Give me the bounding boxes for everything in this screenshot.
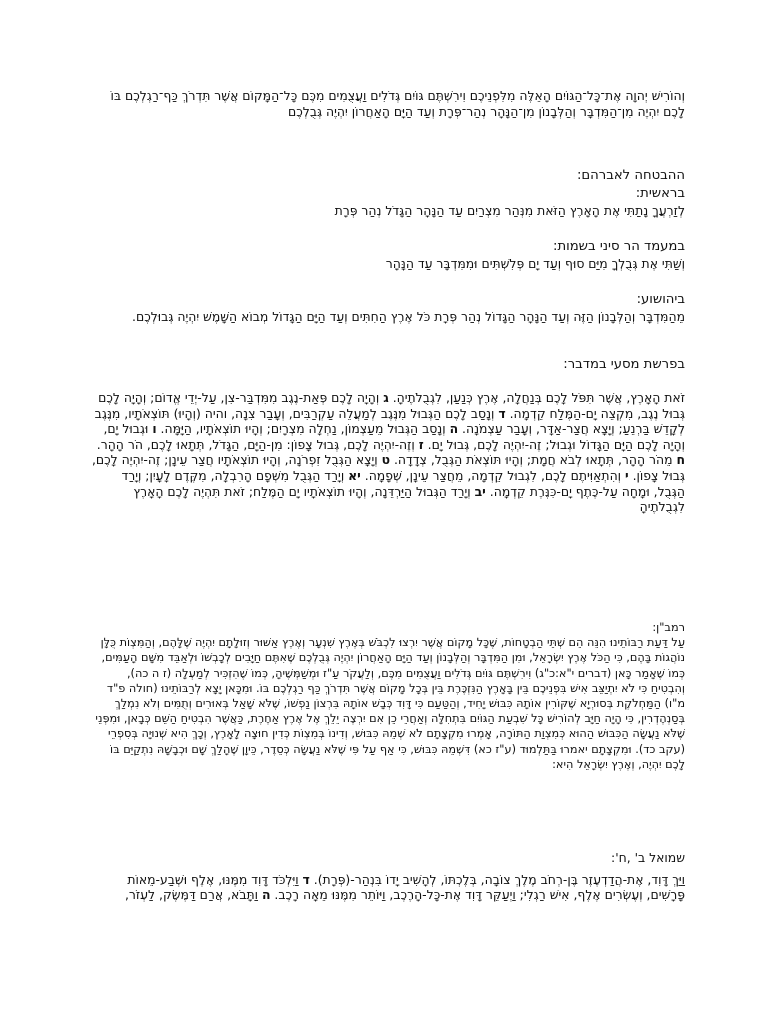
- sinai-text: וְשַׁתִּי אֶת גְּבֻלְךָ מִיַּם סוּף וְעַד יָם פְּלִשְׁתִּים וּמִמִּדְבָּר עַד הַנָּהָר: [385, 256, 685, 271]
- masei-seg-1: זֹאת הָאָרֶץ, אֲשֶׁר תִּפֹּל לָכֶם בְּנַחֲלָה, אֶרֶץ כְּנַעַן, לִגְבֻלֹתֶיהָ.: [388, 390, 685, 405]
- masei-text: [90, 390, 685, 515]
- bereshit-label: בראשית:: [635, 186, 685, 201]
- verse-number-11: יא: [348, 467, 361, 483]
- masei-seg-6: וְזֶה-יִהְיֶה לָכֶם, גְּבוּל צָפוֹן: מִן-הַיָּם, הַגָּדֹל, תְּתָאוּ לָכֶם, הֹר הָהָר.: [96, 436, 419, 452]
- verse-number-12: יב: [474, 483, 486, 499]
- masei-seg-8: וְיָצָא הַגְּבֻל זִפְרֹנָה, וְהָיוּ תוֹצְאֹתָיו חֲצַר עֵינָן; זֶה-יִהְיֶה לָכֶם, גְּבוּל צָפוֹן.: [91, 452, 685, 483]
- masei-seg-3: וְנָסַב לָכֶם הַגְּבוּל מִנֶּגֶב לְמַעֲלֵה עַקְרַבִּים, וְעָבַר צִנָה, והיה (וְהָיוּ) תּוֹצְאֹתָיו, מִנֶּגֶב לְקָדֵשׁ בַּרְנֵעַ; וְיָצָא חֲצַר-אַדָּר, וְעָבַר עַצְמֹנָה.: [94, 405, 685, 437]
- masei-seg-10: וְיָרַד הַגְּבֻל מִשְּׁפָם הָרִבְלָה, מִקֶּדֶם לָעָיִן; וְיָרַד הַגְּבֻל, וּמָחָה עַל-כֶּתֶף יָם-כִּנֶּרֶת קֵדְמָה.: [121, 467, 685, 499]
- shmuel-seg-3: וַתָּבֹא, אֲרַם דַּמֶּשֶׂק, לַעְזֹר,: [124, 887, 262, 903]
- sinai-heading: במעמד הר סיני בשמות:: [553, 239, 685, 254]
- ramban-section: [90, 620, 685, 772]
- masei-seg-5: וּגְבוּל יָם, וְהָיָה לָכֶם הַיָּם הַגָּדוֹל וּגְבוּל; זֶה-יִהְיֶה לָכֶם, גְּבוּל יָם.: [103, 421, 685, 452]
- promise-section: [90, 167, 685, 219]
- ramban-text: עַל דַּעַת רַבּוֹתֵינוּ הִנֵּה הֵם שְׁתֵּי הַבְטָחוֹת, שֶׁכָּל מָקוֹם אֲשֶׁר יִרְצוּ לִכְבֹּשׁ בְּאֶרֶץ שִׁנְעָר וְאֶרֶץ אַשּׁוּר וְזוּלָתָם יִהְיֶה שֶׁלָּהֶם, וְהַמִּצְוֹת כֻּלָּן נוֹהֲגוֹת בָּהֶם, כִּי הַכֹּל אֶרֶץ יִשְׂרָאֵל, וּמִן הַמִּדְבָּר וְהַלְּבָנוֹן וְעַד הַיָּם הָאַחֲרוֹן יִהְיֶה גְּבֻלְכֶם שֶׁאִתֶּם חַיָּבִים לְכָבְשׁוֹ וּלְאַבֵּד מִשָּׁם הָעַמִּים, כְּמוֹ שֶׁאָמַר כָּאן (דברים י"א:כ"ג) וִירִשְׁתֶּם גּוֹיִם גְּדֹלִים וַעֲצֻמִים מִכֶּם, וְלַעֲקֹר עַ"ז וּמְשַׁמְּשֶׁיהָ, כְּמוֹ שֶׁהִזְכִּיר לְמַעְלָה (ז ה כה), וְהִבְטִיחַ כִּי לֹא יִתְיַצֵּב אִישׁ בִּפְנֵיכֶם בֵּין בָּאָרֶץ הַנִּזְכֶּרֶת בֵּין בְּכָל מָקוֹם אֲשֶׁר תִּדְרֹךְ כַּף רַגְלְכֶם בּוֹ. וּמִכָּאן יָצָא לְרַבּוֹתֵינוּ (חולה פ"ד מ"ו) הַמַּחְלֹקֶת בְּסוּרְיָא שֶׁקּוֹרִין אוֹתָהּ כִּבּוּשׁ יָחִיד, וְהַטַּעַם כִּי דָּוִד כְּבָשׁ אוֹתָהּ בִּרְצוֹן נַפְשׁוֹ, שֶׁלֹּא שָׁאַל בְּאוּרִים וְתֻמִּים וְלֹא נִמְלַךְ בְּסַנְהֶדְרִין, כִּי הָיָה חַיָּב לְהוֹרִישׁ כָּל שִׁבְעַת הַגּוֹיִם בִּתְחִלָּה וְאַחֲרֵי כֵן אִם יִרְצֶה יֵלֵךְ אֶל אֶרֶץ אַחֶרֶת, כַּאֲשֶׁר הִבְטִיחַ הַשֵּׁם כְּבָאן, וּמִפְּנֵי שֶׁלֹּא נַעֲשָׂה הַכִּבּוּשׁ הַהוּא כְּמִצְוַת הַתּוֹרָה, אָמְרוּ מִקְצָתָם לֹא שְׁמֵהּ כִּבּוּשׁ, וְדִינוֹ בְּמִצְוֹת כְּדִין חוּצָה לָאָרֶץ, וְכָךְ הִיא שְׁנוּיָה בְּסִפְרֵי (עקב כד). וּמִקְצָתָם יאמרוּ בַּתַּלְמוּד (ע"ז כא) דִּשְׁמֵהּ כִּבּוּשׁ, כִּי אַף עַל פִּי שֶׁלֹּא נַעֲשָׂה כְּסֵדֶר, כֵּיוָן שֶׁהָלַךְ שָׁם וּכְבָשָׁהּ נִתְקַיֵּם בּוֹ לָכֶם יִהְיֶה, וְאֶרֶץ יִשְׂרָאֵל הִיא:: [95, 636, 685, 771]
- shmuel-verse-number-4: ד: [302, 871, 310, 887]
- verse-number-9: ט: [381, 452, 391, 468]
- bereshit-text: לְזַרְעֲךָ נָתַתִּי אֶת הָאָרֶץ הַזֹּאת מִנְּהַר מִצְרַיִם עַד הַנָּהָר הַגָּדֹל נְהַר פְּרָת: [334, 203, 685, 218]
- shmuel-heading: שמואל ב' ,ח':: [611, 850, 685, 865]
- shmuel-seg-1: וַיַּךְ דָּוִד, אֶת-הֲדַדְעֶזֶר בֶּן-רְחֹב מֶלֶךְ צוֹבָה, בְּלֶכְתּוֹ, לְהָשִׁיב יָדוֹ בִּנְהַר-(פְּרָת).: [309, 871, 685, 887]
- verse-number-3: ג: [383, 390, 389, 405]
- shmuel-seg-2: וַיִּלְכֹּד דָּוִד מִמֶּנּוּ, אֶלֶף וּשְׁבַע-מֵאוֹת פָּרָשִׁים, וְעֶשְׂרִים אֶלֶף, אִישׁ רַגְלִי; וַיְעַקֵּר דָּוִד אֶת-כָּל-הָרֶכֶב, וַיּוֹתֵר מִמֶּנּוּ מֵאָה רָכֶב.: [127, 871, 685, 903]
- yehoshua-section: [90, 291, 685, 325]
- masei-section: [90, 356, 685, 515]
- masei-seg-11: וְיָרַד הַגְּבוּל הַיַּרְדֵּנָה, וְהָיוּ תוֹצְאֹתָיו יָם הַמֶּלַח; זֹאת תִּהְיֶה לָכֶם הָאָרֶץ לִגְבֻלֹתֶיהָ: [133, 483, 685, 515]
- masei-seg-9: וְהִתְאַוִּיתֶם לָכֶם, לִגְבוּל קֵדְמָה, מֵחֲצַר עֵינָן, שְׁפָמָה.: [360, 467, 625, 483]
- verse-number-6: ו: [152, 421, 157, 437]
- sinai-section: [90, 238, 685, 272]
- yehoshua-text: מֵהַמִּדְבָּר וְהַלְּבָנוֹן הַזֶּה וְעַד הַנָּהָר הַגָּדוֹל נְהַר פְּרָת כֹּל אֶרֶץ הַחִתִּים וְעַד הַיָּם הַגָּדוֹל מְבוֹא הַשָּׁמֶשׁ יִהְיֶה גְּבוּלְכֶם.: [132, 309, 685, 324]
- masei-heading: בפרשת מסעי במדבר:: [563, 357, 685, 372]
- verse-number-7: ז: [418, 436, 424, 452]
- masei-seg-2: וְהָיָה לָכֶם פְּאַת-נֶגֶב מִמִּדְבַּר-צִן, עַל-יְדֵי אֱדוֹם; וְהָיָה לָכֶם גְּבוּל נֶגֶב, מִקְצֵה יָם-הַמֶּלַח קֵדְמָה.: [98, 390, 685, 421]
- ramban-heading: רמב"ן:: [652, 621, 685, 634]
- verse-number-8: ח: [676, 452, 685, 468]
- shmuel-text: [90, 872, 685, 903]
- intro-verse: וְהוֹרִישׁ יְהוָה אֶת־כָּל־הַגּוֹיִם הָאֵלֶּה מִלִּפְנֵיכֶם וִירִשְׁתֶּם גּוֹיִם גְּדֹלִים וַעֲצֻמִים מִכֶּם כָּל־הַמָּקוֹם אֲשֶׁר תִּדְרֹךְ כַּף־רַגְלְכֶם בּוֹ לָכֶם יִהְיֶה מִן־הַמִּדְבָּר וְהַלְּבָנוֹן מִן־הַנָּהָר נְהַר־פְּרָת וְעַד הַיָּם הָאַחֲרוֹן יִהְיֶה גְּבֻלְכֶם: [110, 88, 685, 119]
- shmuel-section: [90, 850, 685, 903]
- masei-seg-7: מֵהֹר הָהָר, תְּתָאוּ לְבֹא חֲמָת; וְהָיוּ תּוֹצְאֹת הַגְּבֻל, צְדָדָה.: [390, 452, 677, 468]
- intro-verse-block: [90, 88, 685, 119]
- verse-number-4: ד: [498, 405, 506, 421]
- verse-number-10: י: [624, 467, 629, 483]
- yehoshua-heading: ביהושוע:: [636, 292, 685, 307]
- verse-number-5: ה: [449, 421, 459, 437]
- shmuel-verse-number-5: ה: [261, 887, 271, 903]
- promise-heading: ההבטחה לאברהם:: [576, 168, 685, 183]
- masei-seg-4: וְנָסַב הַגְּבוּל מֵעַצְמוֹן, נַחְלָה מִצְרָיִם; וְהָיוּ תוֹצְאֹתָיו, הַיָּמָּה.: [156, 421, 450, 437]
